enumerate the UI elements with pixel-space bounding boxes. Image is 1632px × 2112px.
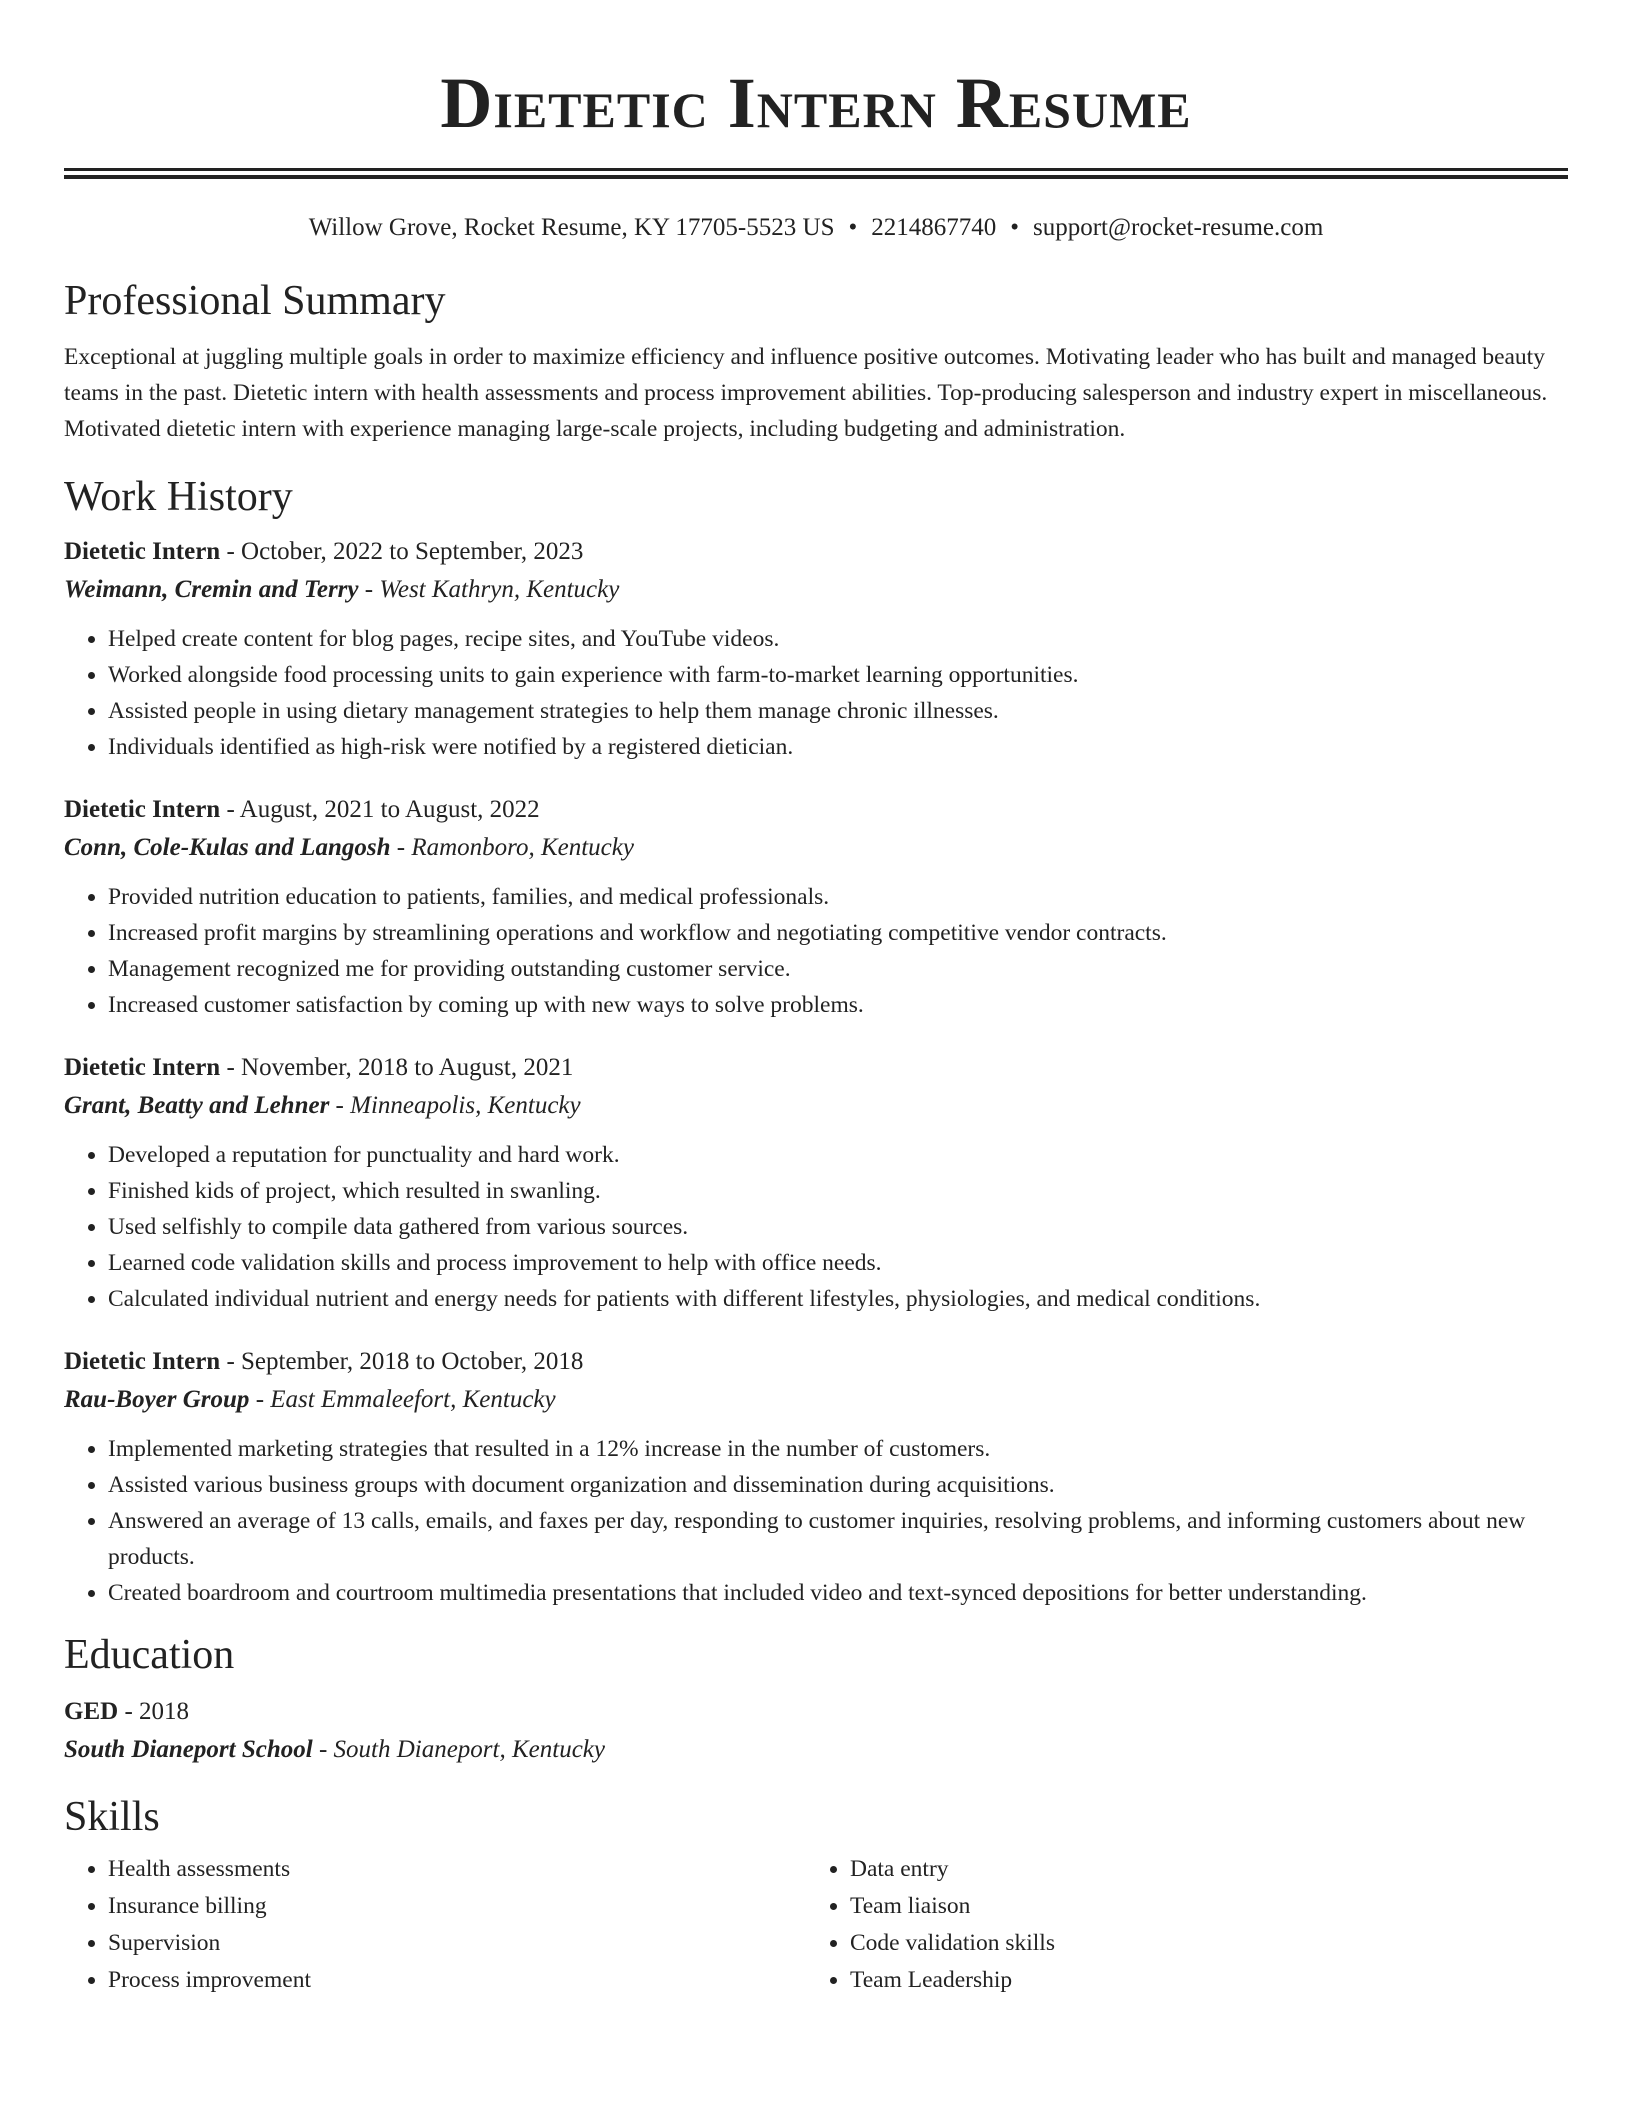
job-dates: - August, 2021 to August, 2022	[220, 796, 540, 823]
job-title-line	[64, 791, 1568, 829]
education-location: - South Dianeport, Kentucky	[312, 1736, 605, 1763]
job-dates: - October, 2022 to September, 2023	[220, 538, 584, 565]
contact-separator: •	[848, 214, 858, 241]
list-item: • Individuals identified as high-risk were notified by a registered dietician.	[108, 729, 1568, 765]
summary-text: Exceptional at juggling multiple goals in order to maximize efficiency and influence positive outcomes. Motivating leader who has built and managed beauty teams in the past. Dietetic intern with health assessments and process improvement abilities. Top-producing salesperson and industry expert in miscellaneous. Motivated dietetic intern with experience managing large-scale projects, including budgeting and administration.	[64, 344, 1548, 442]
contact-phone: 2214867740	[871, 214, 997, 241]
skill-item: • Supervision	[108, 1925, 806, 1962]
job-bullets	[64, 621, 1568, 765]
list-item: • Increased customer satisfaction by coming up with new ways to solve problems.	[108, 987, 1568, 1023]
list-item: • Implemented marketing strategies that resulted in a 12% increase in the number of customers.	[108, 1431, 1568, 1467]
summary-heading: Professional Summary	[64, 278, 446, 324]
job-company-line	[64, 829, 1568, 867]
work-history-heading: Work History	[64, 474, 293, 520]
contact-email: support@rocket-resume.com	[1033, 214, 1324, 241]
skills-section	[64, 1791, 1568, 1999]
job-title-line	[64, 1343, 1568, 1381]
skills-right-list	[806, 1851, 1548, 1999]
education-entry	[64, 1693, 1568, 1769]
job-dates: - September, 2018 to October, 2018	[220, 1348, 584, 1375]
list-item: • Used selfishly to compile data gathered from various sources.	[108, 1209, 1568, 1245]
job-role: Dietetic Intern	[64, 538, 221, 565]
contact-address: Willow Grove, Rocket Resume, KY 17705-5523 US	[308, 214, 835, 241]
list-item: • Developed a reputation for punctuality and hard work.	[108, 1137, 1568, 1173]
skill-item: • Data entry	[850, 1851, 1548, 1888]
skill-item: • Insurance billing	[108, 1888, 806, 1925]
job-bullets	[64, 1137, 1568, 1317]
contact-line	[64, 211, 1568, 245]
education-school: South Dianeport School	[64, 1736, 313, 1763]
education-year: - 2018	[118, 1698, 190, 1725]
list-item: • Increased profit margins by streamlining operations and workflow and negotiating competitive vendor contracts.	[108, 915, 1568, 951]
job-location: - Ramonboro, Kentucky	[390, 834, 634, 861]
job-company: Weimann, Cremin and Terry	[64, 576, 359, 603]
skill-item: • Health assessments	[108, 1851, 806, 1888]
job-location: - East Emmaleefort, Kentucky	[249, 1386, 556, 1413]
list-item: • Calculated individual nutrient and energy needs for patients with different lifestyles, physiologies, and medical conditions.	[108, 1281, 1568, 1317]
list-item: • Worked alongside food processing units to gain experience with farm-to-market learning opportunities.	[108, 657, 1568, 693]
job-company: Grant, Beatty and Lehner	[64, 1092, 330, 1119]
education-heading: Education	[64, 1632, 235, 1678]
job-company: Rau-Boyer Group	[64, 1386, 250, 1413]
job-company-line	[64, 571, 1568, 609]
job-entry	[64, 1343, 1568, 1611]
list-item: • Created boardroom and courtroom multimedia presentations that included video and text-synced depositions for better understanding.	[108, 1575, 1568, 1611]
summary-section	[64, 275, 1568, 447]
job-title-line	[64, 1049, 1568, 1087]
title-divider	[64, 168, 1568, 179]
skill-item: • Team liaison	[850, 1888, 1548, 1925]
list-item: • Assisted people in using dietary management strategies to help them manage chronic illnesses.	[108, 693, 1568, 729]
list-item: • Finished kids of project, which resulted in swanling.	[108, 1173, 1568, 1209]
education-degree: GED	[64, 1698, 119, 1725]
job-entry	[64, 1049, 1568, 1317]
job-entry	[64, 791, 1568, 1023]
job-bullets	[64, 1431, 1568, 1611]
list-item: • Provided nutrition education to patients, families, and medical professionals.	[108, 879, 1568, 915]
skill-item: • Team Leadership	[850, 1962, 1548, 1999]
work-history-section	[64, 471, 1568, 1611]
job-company-line	[64, 1087, 1568, 1125]
list-item: • Helped create content for blog pages, recipe sites, and YouTube videos.	[108, 621, 1568, 657]
skills-heading: Skills	[64, 1794, 160, 1840]
job-company-line	[64, 1381, 1568, 1419]
job-location: - West Kathryn, Kentucky	[358, 576, 620, 603]
education-degree-line	[64, 1693, 1568, 1731]
job-company: Conn, Cole-Kulas and Langosh	[64, 834, 391, 861]
job-role: Dietetic Intern	[64, 1054, 221, 1081]
job-dates: - November, 2018 to August, 2021	[220, 1054, 574, 1081]
skill-item: • Code validation skills	[850, 1925, 1548, 1962]
education-school-line	[64, 1731, 1568, 1769]
skill-item: • Process improvement	[108, 1962, 806, 1999]
list-item: • Answered an average of 13 calls, emails, and faxes per day, responding to customer inquiries, resolving problems, and informing customers about new products.	[108, 1503, 1568, 1575]
list-item: • Management recognized me for providing outstanding customer service.	[108, 951, 1568, 987]
contact-separator: •	[1010, 214, 1019, 241]
list-item: • Learned code validation skills and process improvement to help with office needs.	[108, 1245, 1568, 1281]
job-bullets	[64, 879, 1568, 1023]
resume-title: Dietetic Intern Resume	[440, 63, 1192, 143]
list-item: • Assisted various business groups with document organization and dissemination during acquisitions.	[108, 1467, 1568, 1503]
job-entry	[64, 533, 1568, 765]
skills-columns	[64, 1851, 1568, 1999]
job-role: Dietetic Intern	[64, 1348, 221, 1375]
job-title-line	[64, 533, 1568, 571]
education-section	[64, 1629, 1568, 1769]
job-role: Dietetic Intern	[64, 796, 221, 823]
skills-left-list	[64, 1851, 806, 1999]
job-location: - Minneapolis, Kentucky	[329, 1092, 581, 1119]
